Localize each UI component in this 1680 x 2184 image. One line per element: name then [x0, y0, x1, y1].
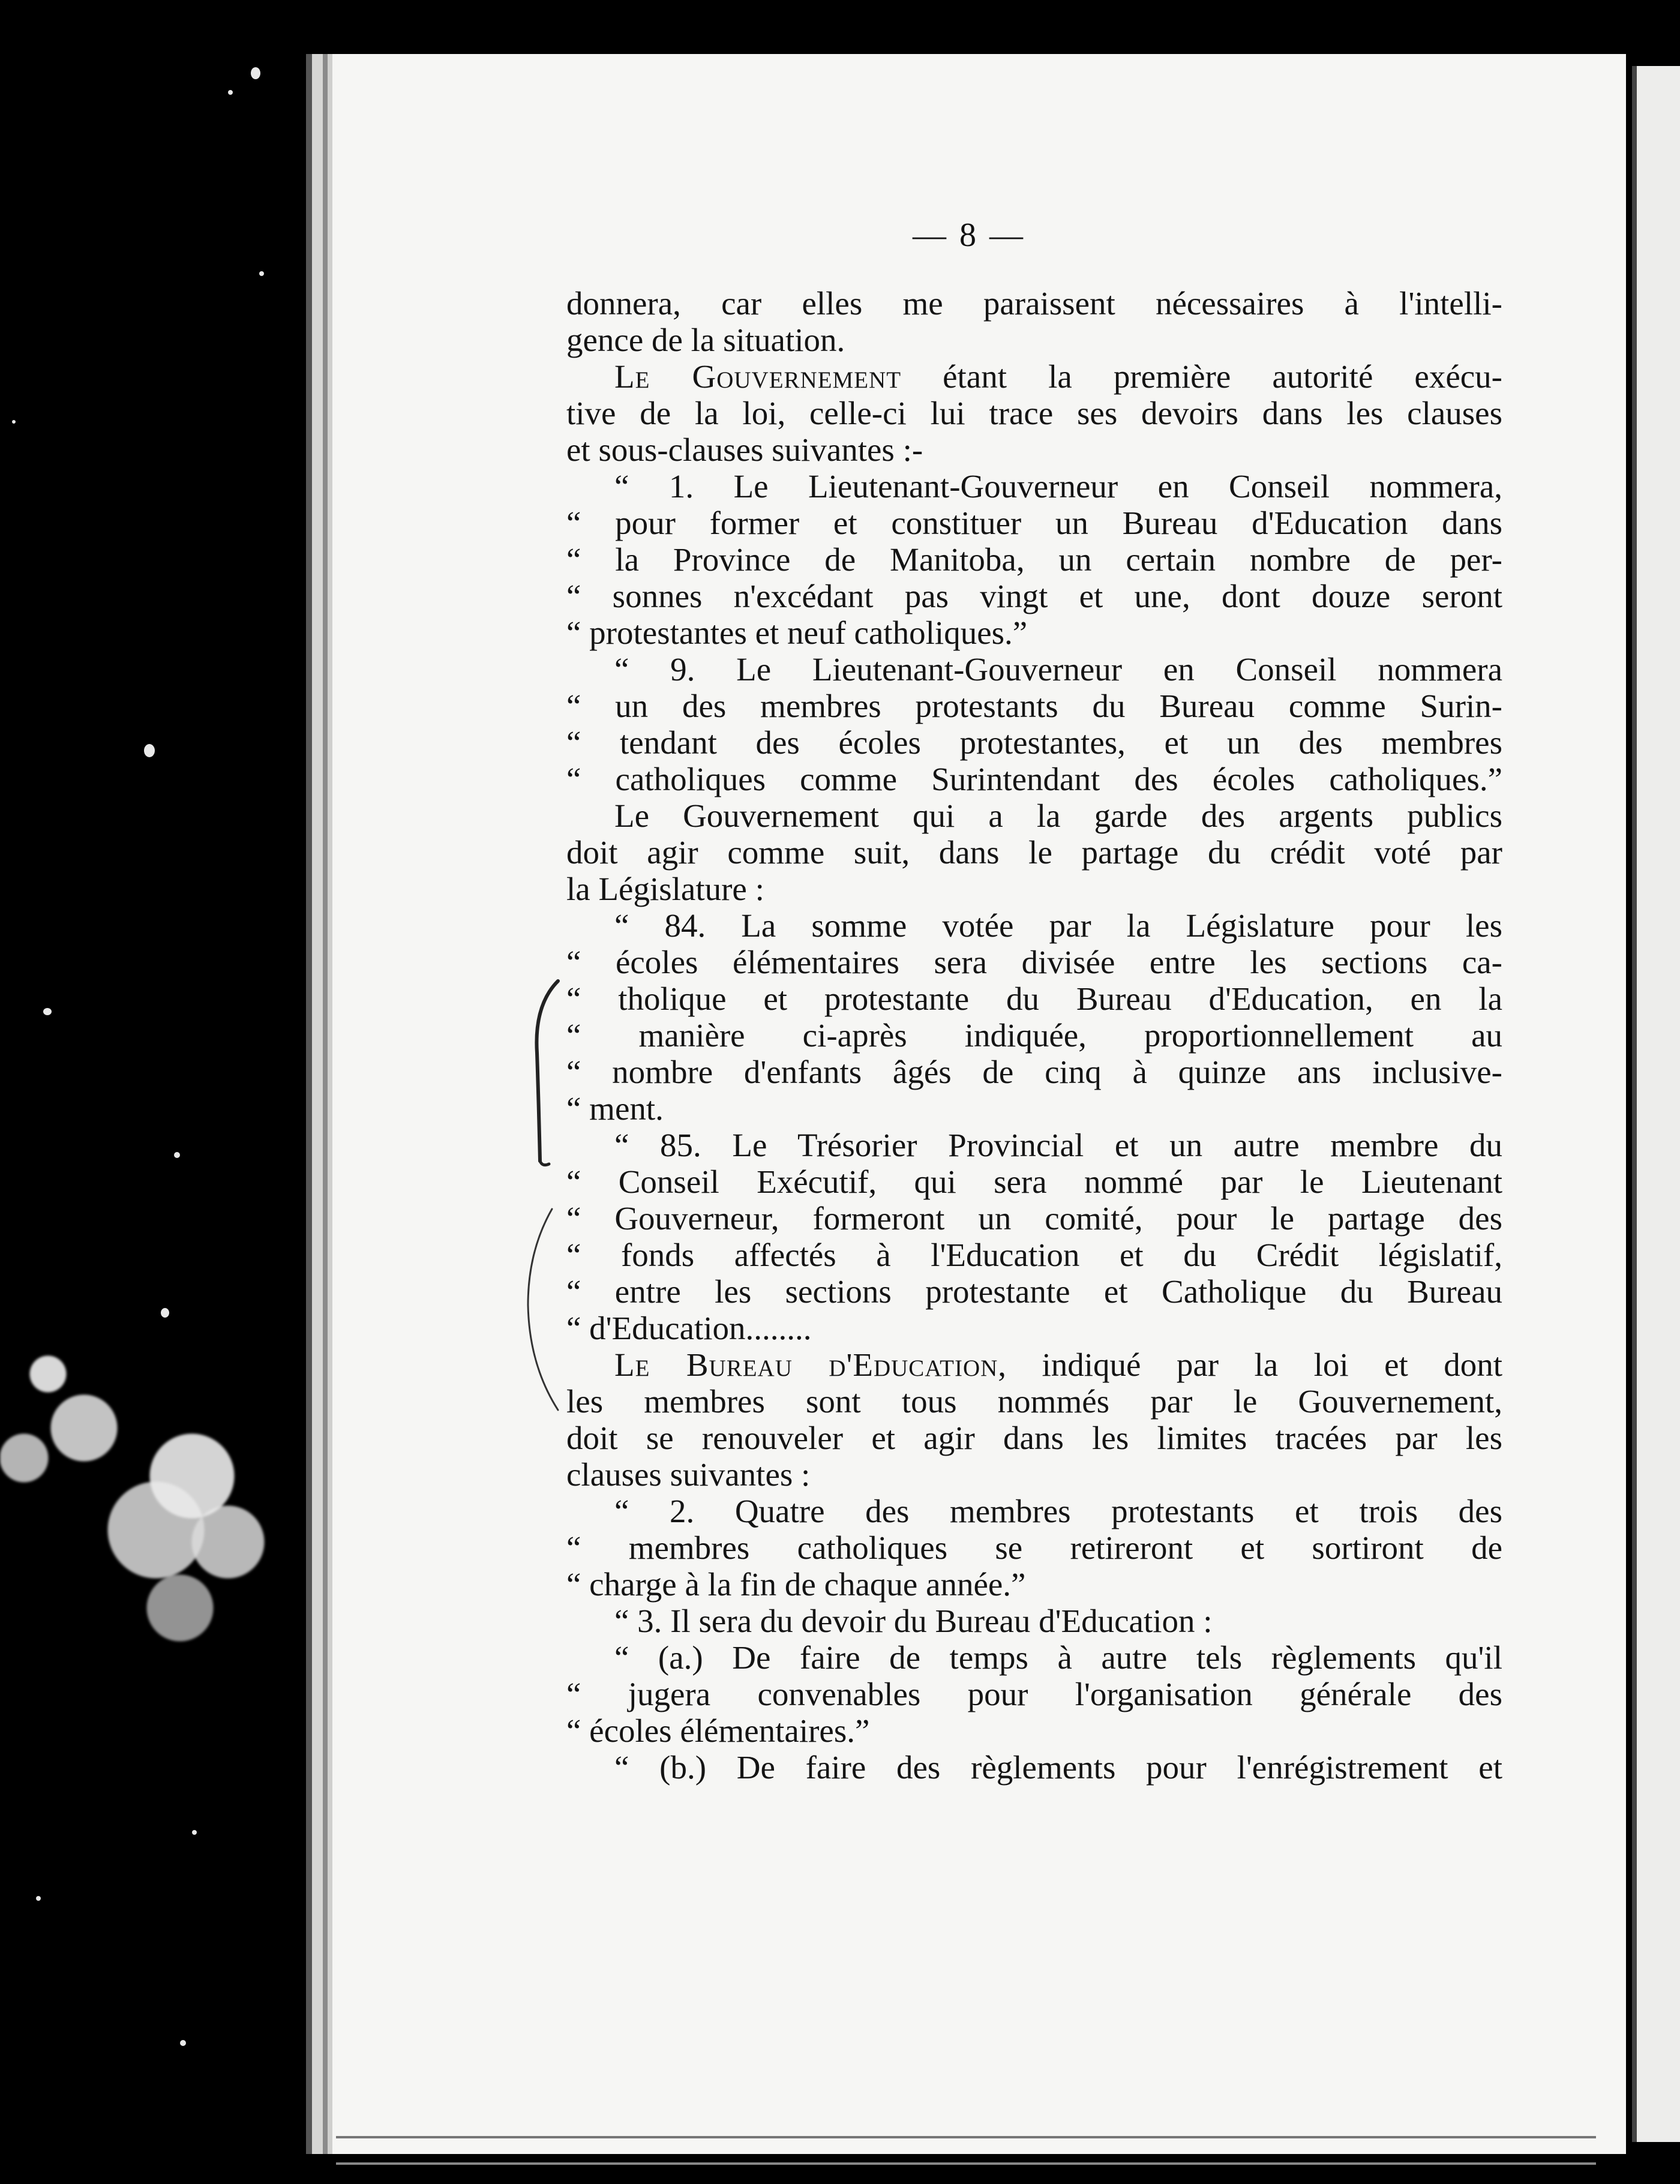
text-line: [566, 358, 1502, 395]
text-line: la Législature :: [566, 871, 764, 907]
dust-speck: [192, 1830, 197, 1835]
body-text: [566, 285, 1502, 1786]
text-line: “ Gouverneur, formeront un comité, pour le partage des: [566, 1200, 1502, 1237]
text-line: “ écoles élémentaires sera divisée entre les sections ca-: [566, 944, 1502, 980]
text-line: “ charge à la fin de chaque année.”: [566, 1566, 1026, 1603]
text-line: “ nombre d'enfants âgés de cinq à quinze ans inclusive-: [566, 1054, 1502, 1090]
text-line: “ 2. Quatre des membres protestants et trois des: [614, 1493, 1502, 1529]
smallcaps-heading: Le Gouvernement: [614, 358, 902, 395]
dust-speck: [174, 1152, 180, 1158]
text-line: “ 9. Le Lieutenant-Gouverneur en Conseil nommera: [614, 651, 1502, 688]
page-number: — 8 —: [913, 217, 1025, 254]
text-line: “ 84. La somme votée par la Législature pour les: [614, 907, 1502, 944]
dust-speck: [12, 420, 16, 424]
text-line: “ entre les sections protestante et Catholique du Bureau: [566, 1273, 1502, 1310]
text-line: “ tendant des écoles protestantes, et un des membres: [566, 724, 1502, 761]
text-line: “ ment.: [566, 1090, 664, 1127]
dust-speck: [144, 744, 155, 757]
text-line: les membres sont tous nommés par le Gouvernement,: [566, 1383, 1502, 1420]
dust-speck: [228, 90, 233, 95]
text-line: “ jugera convenables pour l'organisation générale des: [566, 1676, 1502, 1712]
text-line: Le Gouvernement qui a la garde des argents publics: [614, 797, 1502, 834]
dust-speck: [36, 1896, 41, 1901]
dust-speck: [161, 1308, 169, 1318]
text-line: “ catholiques comme Surintendant des écoles catholiques.”: [566, 761, 1502, 797]
text-line-rest: étant la première autorité exécu-: [901, 358, 1502, 395]
pencil-bracket-marks: [516, 969, 588, 1449]
text-line: “ 3. Il sera du devoir du Bureau d'Education :: [614, 1603, 1213, 1639]
text-line: “ fonds affectés à l'Education et du Crédit législatif,: [566, 1237, 1502, 1273]
text-line: “ Conseil Exécutif, qui sera nommé par le Lieutenant: [566, 1163, 1502, 1200]
text-line: “ tholique et protestante du Bureau d'Education, en la: [566, 980, 1502, 1017]
text-line: et sous-clauses suivantes :-: [566, 431, 923, 468]
dust-speck: [259, 271, 264, 276]
text-line: “ d'Education........: [566, 1310, 812, 1346]
text-line-rest: , indiqué par la loi et dont: [998, 1346, 1502, 1383]
pencil-bracket-85: [528, 1209, 558, 1410]
text-line: “ pour former et constituer un Bureau d'Education dans: [566, 505, 1502, 541]
text-line: clauses suivantes :: [566, 1456, 811, 1493]
text-line: [566, 1346, 1502, 1383]
text-line: tive de la loi, celle-ci lui trace ses devoirs dans les clauses: [566, 395, 1502, 431]
text-line: “ sonnes n'excédant pas vingt et une, dont douze seront: [566, 578, 1502, 614]
text-line: “ 1. Le Lieutenant-Gouverneur en Conseil nommera,: [614, 468, 1502, 505]
text-line: “ un des membres protestants du Bureau comme Surin-: [566, 688, 1502, 724]
text-line: “ écoles élémentaires.”: [566, 1712, 870, 1749]
dust-speck: [180, 2040, 186, 2046]
text-line: “ protestantes et neuf catholiques.”: [566, 614, 1028, 651]
dust-speck: [43, 1008, 52, 1015]
text-line: doit se renouveler et agir dans les limites tracées par les: [566, 1420, 1502, 1456]
text-line: gence de la situation.: [566, 322, 845, 358]
smallcaps-heading: Le Bureau d'Education: [614, 1346, 998, 1383]
text-line: “ 85. Le Trésorier Provincial et un autre membre du: [614, 1127, 1502, 1163]
text-line: “ la Province de Manitoba, un certain nombre de per-: [566, 541, 1502, 578]
dust-speck: [251, 67, 260, 79]
text-line: “ (b.) De faire des règlements pour l'enrégistrement et: [614, 1749, 1502, 1786]
text-line: “ manière ci-après indiquée, proportionnellement au: [566, 1017, 1502, 1054]
text-line: “ (a.) De faire de temps à autre tels règlements qu'il: [614, 1639, 1502, 1676]
pencil-bracket-84: [536, 981, 558, 1161]
text-line: “ membres catholiques se retireront et sortiront de: [566, 1529, 1502, 1566]
book-page: [306, 54, 1626, 2154]
dust-blotch: [0, 1338, 312, 1674]
adjacent-page-edge: [1632, 66, 1680, 2142]
text-line: doit agir comme suit, dans le partage du crédit voté par: [566, 834, 1502, 871]
page-stack-edge: [336, 2136, 1596, 2165]
text-line: donnera, car elles me paraissent nécessaires à l'intelli-: [566, 285, 1502, 322]
